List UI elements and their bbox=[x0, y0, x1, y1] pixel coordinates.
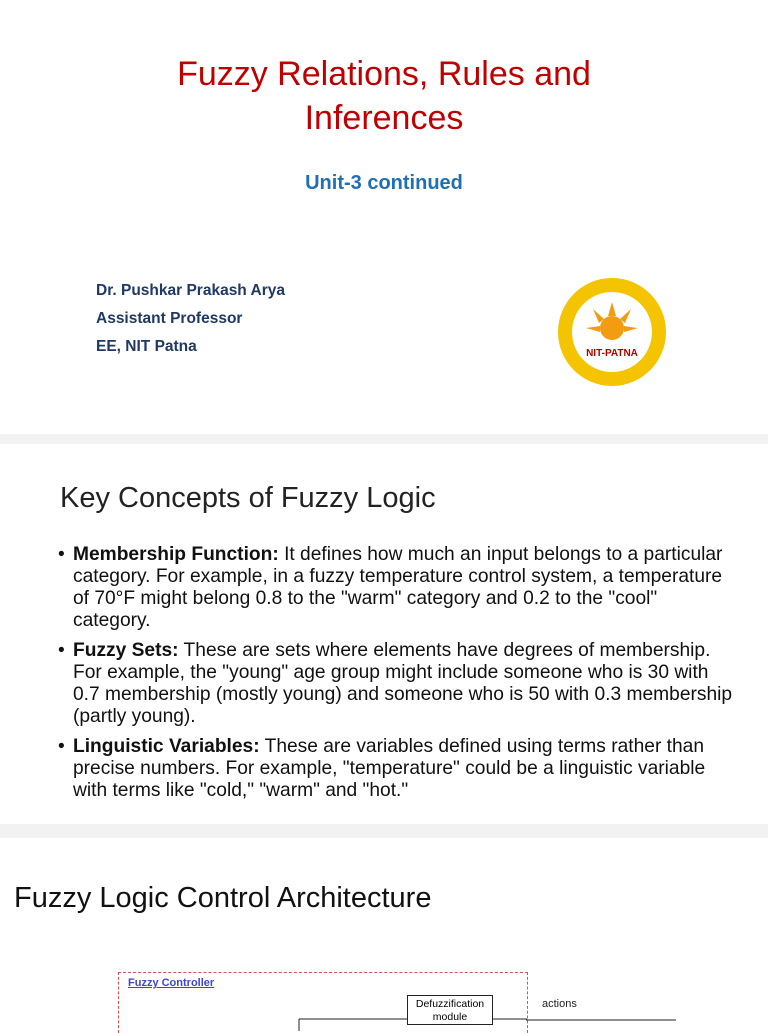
slide-subtitle: Unit-3 continued bbox=[305, 172, 463, 194]
slide-title: Key Concepts of Fuzzy Logic bbox=[60, 482, 436, 514]
bullet-item bbox=[58, 544, 738, 632]
nit-patna-logo bbox=[556, 276, 668, 388]
title-line-1: Fuzzy Relations, Rules and bbox=[177, 55, 591, 93]
author-name: Dr. Pushkar Prakash Arya bbox=[96, 282, 285, 299]
bullet-dot-icon: • bbox=[58, 736, 65, 757]
content-slide-architecture bbox=[0, 838, 768, 1024]
content-slide-key-concepts bbox=[0, 444, 768, 824]
block-label-line-1: Defuzzification bbox=[415, 998, 485, 1010]
output-arrow-icon bbox=[526, 1018, 676, 1024]
bullet-text: These are sets where elements have degrees of membership. For example, the "young" age group might include someone who is 30 with 0.7 membership (mostly young) and someone who is 50 with 0.3 membership (partly young). bbox=[73, 640, 733, 727]
slide-title bbox=[0, 52, 768, 140]
slide-title: Fuzzy Logic Control Architecture bbox=[14, 882, 432, 914]
logo-text: NIT-PATNA bbox=[586, 348, 638, 359]
title-slide bbox=[0, 0, 768, 434]
bullet-list bbox=[58, 544, 738, 810]
bullet-item bbox=[58, 736, 738, 802]
block-label-line-2: module bbox=[432, 1011, 468, 1023]
bullet-item bbox=[58, 640, 738, 728]
bullet-text: These are variables defined using terms rather than precise numbers. For example, "temperature" could be a linguistic variable with terms like "cold," "warm" and "hot." bbox=[73, 736, 706, 801]
slide-separator bbox=[0, 824, 768, 838]
bullet-dot-icon: • bbox=[58, 544, 65, 565]
defuzzification-module-block bbox=[407, 995, 493, 1025]
bullet-dot-icon: • bbox=[58, 640, 65, 661]
bullet-term: Membership Function: bbox=[73, 544, 279, 565]
bullet-text: It defines how much an input belongs to a particular category. For example, in a fuzzy temperature control system, a temperature of 70°F might belong 0.8 to the "warm" category and 0.2 to the "cool" category. bbox=[73, 544, 723, 631]
bullet-term: Linguistic Variables: bbox=[73, 736, 260, 757]
slide-separator bbox=[0, 434, 768, 444]
author-affiliation: EE, NIT Patna bbox=[96, 338, 197, 355]
fuzzy-controller-label: Fuzzy Controller bbox=[128, 977, 215, 989]
actions-label: actions bbox=[542, 998, 577, 1010]
bullet-term: Fuzzy Sets: bbox=[73, 640, 179, 661]
title-line-2: Inferences bbox=[304, 99, 464, 137]
author-designation: Assistant Professor bbox=[96, 310, 243, 327]
